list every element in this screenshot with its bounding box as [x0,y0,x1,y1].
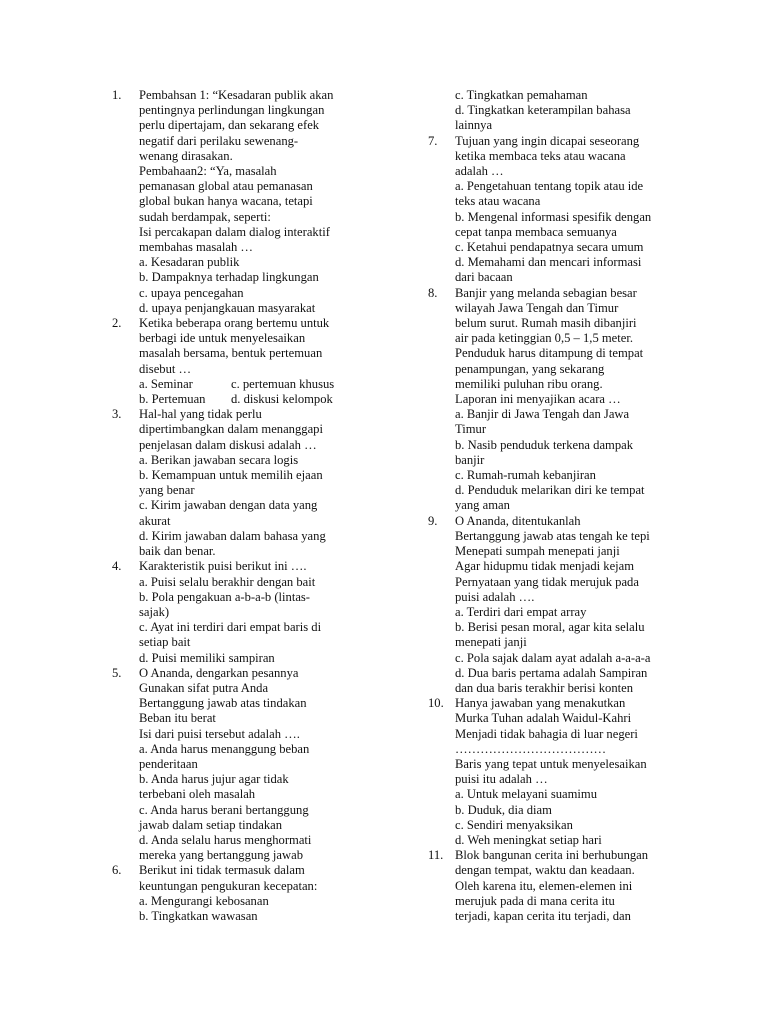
answer-option-line: sajak) [139,604,170,619]
answer-option-line: a. Anda harus menanggung beban [139,741,310,756]
answer-option-line: a. Banjir di Jawa Tengah dan Jawa [455,407,630,422]
question-text-line: ketika membaca teks atau wacana [455,148,626,163]
answer-option-line: b. Dampaknya terhadap lingkungan [139,270,319,285]
question-text-line: Pembahsan 1: “Kesadaran publik akan [139,88,334,102]
question-8 [428,286,688,514]
question-text-line: Banjir yang melanda sebagian besar [455,285,637,300]
answer-option-line: d. Dua baris pertama adalah Sampiran [455,665,648,680]
answer-option-line: menepati janji [455,635,527,650]
question-text-line: Tujuan yang ingin dicapai seseorang [455,133,640,148]
question-7 [428,134,688,286]
question-number: 5. [112,665,122,680]
answer-option-row [139,392,372,407]
answer-option-line: a. Kesadaran publik [139,255,240,270]
answer-option-line: d. Weh meningkat setiap hari [455,832,602,847]
question-text-line: penampungan, yang sekarang [455,361,605,376]
answer-option-line: c. Anda harus berani bertanggung [139,802,309,817]
question-text-line: wenang dirasakan. [139,148,233,163]
question-6 [112,863,372,924]
question-text-line: Karakteristik puisi berikut ini …. [139,559,307,574]
answer-option-line: mereka yang bertanggung jawab [139,848,304,863]
question-text-line: belum surut. Rumah masih dibanjiri [455,316,637,331]
answer-option-line: terbebani oleh masalah [139,787,256,802]
question-text-line: Hal-hal yang tidak perlu [139,407,262,422]
answer-option-line: b. Duduk, dia diam [455,802,552,817]
answer-option: a. Seminar [139,376,193,391]
answer-option-line: c. Ketahui pendapatnya secara umum [455,240,644,255]
answer-option-line: cepat tanpa membaca semuanya [455,224,617,239]
question-text-line: global bukan hanya wacana, tetapi [139,194,313,209]
answer-option-line: d. Penduduk melarikan diri ke tempat [455,483,645,498]
answer-option-line: a. Mengurangi kebosanan [139,893,269,908]
question-text-line: keuntungan pengukuran kecepatan: [139,878,318,893]
question-text-line: Menepati sumpah menepati janji [455,544,620,559]
question-text-line: membahas masalah … [139,240,254,255]
question-text-line: adalah … [455,164,504,179]
question-text-line: pemanasan global atau pemanasan [139,179,313,194]
answer-option: d. diskusi kelompok [231,392,333,407]
question-text-line: dipertimbangkan dalam menanggapi [139,422,323,437]
question-text-line: Pembahaan2: “Ya, masalah [139,164,277,179]
question-text-line: Gunakan sifat putra Anda [139,680,269,695]
question-text-line: Murka Tuhan adalah Waidul-Kahri [455,711,632,726]
answer-option-line: dari bacaan [455,270,513,285]
question-text-line: memiliki puluhan ribu orang. [455,376,603,391]
question-number: 7. [428,133,438,148]
answer-option-line: b. Kemampuan untuk memilih ejaan [139,468,323,483]
question-text-line: Agar hidupmu tidak menjadi kejam [455,559,635,574]
answer-option: b. Pertemuan [139,392,206,407]
question-text-line: puisi adalah …. [455,589,535,604]
question-text-line: terjadi, kapan cerita itu terjadi, dan [455,908,631,923]
answer-option-line: d. Anda selalu harus menghormati [139,832,312,847]
right-column [428,88,688,924]
question-1 [112,88,372,316]
answer-option-line: b. Mengenal informasi spesifik dengan [455,209,652,224]
question-11 [428,848,688,924]
question-2 [112,316,372,407]
answer-option-line: a. Terdiri dari empat array [455,604,587,619]
question-text-line: Penduduk harus ditampung di tempat [455,346,644,361]
question-text-line: Hanya jawaban yang menakutkan [455,696,626,711]
question-10 [428,696,688,848]
question-number: 8. [428,285,438,300]
answer-option-line: b. Tingkatkan wawasan [139,908,258,923]
answer-option-line: akurat [139,513,171,528]
answer-option-line: b. Nasib penduduk terkena dampak [455,437,634,452]
answer-option-line: b. Berisi pesan moral, agar kita selalu [455,620,645,635]
question-text-line: Berikut ini tidak termasuk dalam [139,863,305,878]
question-text-line: Ketika beberapa orang bertemu untuk [139,316,330,331]
question-number: 3. [112,407,122,422]
answer-option-line: setiap bait [139,635,191,650]
question-number: 9. [428,513,438,528]
answer-option-line: a. Berikan jawaban secara logis [139,452,299,467]
question-text-line: O Ananda, dengarkan pesannya [139,665,299,680]
question-text-line: ……………………………… [455,741,607,756]
answer-option-line: d. Memahami dan mencari informasi [455,255,642,270]
answer-option-line: d. Tingkatkan keterampilan bahasa [455,103,631,118]
answer-option-line: d. Puisi memiliki sampiran [139,650,275,665]
question-text-line: Bertanggung jawab atas tindakan [139,696,307,711]
answer-option-line: a. Pengetahuan tentang topik atau ide [455,179,644,194]
question-text-line: Baris yang tepat untuk menyelesaikan [455,756,647,771]
question-text-line: Menjadi tidak bahagia di luar negeri [455,726,638,741]
answer-option-line: yang benar [139,483,195,498]
answer-option-line: yang aman [455,498,510,513]
answer-option-line: c. Rumah-rumah kebanjiran [455,468,596,483]
answer-option-line: c. Pola sajak dalam ayat adalah a-a-a-a [455,650,651,665]
answer-option-line: teks atau wacana [455,194,541,209]
answer-option-line: baik dan benar. [139,544,216,559]
question-3 [112,407,372,559]
answer-option-line: dan dua baris terakhir berisi konten [455,680,634,695]
question-text-line: Blok bangunan cerita ini berhubungan [455,848,649,863]
question-text-line: pentingnya perlindungan lingkungan [139,103,325,118]
answer-option-line: a. Untuk melayani suamimu [455,787,597,802]
question-text-line: O Ananda, ditentukanlah [455,513,581,528]
question-number: 1. [112,88,122,102]
question-text-line: dengan tempat, waktu dan keadaan. [455,863,635,878]
answer-option-line: d. Kirim jawaban dalam bahasa yang [139,528,326,543]
answer-option-line: penderitaan [139,756,198,771]
question-number: 6. [112,863,122,878]
question-text-line: berbagi ide untuk menyelesaikan [139,331,306,346]
question-text-line: Beban itu berat [139,711,216,726]
question-text-line: air pada ketinggian 0,5 – 1,5 meter. [455,331,634,346]
answer-option-line: b. Anda harus jujur agar tidak [139,772,289,787]
answer-option-line: d. upaya penjangkauan masyarakat [139,300,316,315]
question-text-line: penjelasan dalam diskusi adalah … [139,437,317,452]
answer-option-line: c. Tingkatkan pemahaman [455,88,588,102]
answer-option-line: banjir [455,452,485,467]
question-text-line: puisi itu adalah … [455,772,548,787]
question-4 [112,559,372,665]
question-text-line: negatif dari perilaku sewenang- [139,133,299,148]
answer-option-line: jawab dalam setiap tindakan [139,817,283,832]
answer-option-line: a. Puisi selalu berakhir dengan bait [139,574,316,589]
question-number: 2. [112,316,122,331]
answer-option-line: lainnya [455,118,493,133]
question-text-line: Bertanggung jawab atas tengah ke tepi [455,528,650,543]
answer-option-line: Timur [455,422,487,437]
left-column [112,88,372,924]
answer-option-line: c. upaya pencegahan [139,285,244,300]
question-text-line: Laporan ini menyajikan acara … [455,392,621,407]
question-number: 4. [112,559,122,574]
question-9 [428,514,688,696]
answer-option-line: b. Pola pengakuan a-b-a-b (lintas- [139,589,311,604]
question-text-line: sudah berdampak, seperti: [139,209,271,224]
question-text-line: merujuk pada di mana cerita itu [455,893,615,908]
question-text-line: Pernyataan yang tidak merujuk pada [455,574,639,589]
question-text-line: masalah bersama, bentuk pertemuan [139,346,323,361]
answer-option: c. pertemuan khusus [231,376,335,391]
answer-option-line: c. Sendiri menyaksikan [455,817,573,832]
question-text-line: Oleh karena itu, elemen-elemen ini [455,878,633,893]
question-text-line: perlu dipertajam, dan sekarang efek [139,118,320,133]
answer-option-row [139,377,372,392]
question-number: 10. [428,696,444,711]
question-6-continuation [428,88,688,134]
answer-option-line: c. Kirim jawaban dengan data yang [139,498,318,513]
question-text-line: Isi dari puisi tersebut adalah …. [139,726,300,741]
question-text-line: Isi percakapan dalam dialog interaktif [139,224,330,239]
answer-option-line: c. Ayat ini terdiri dari empat baris di [139,620,322,635]
question-5 [112,666,372,864]
question-text-line: wilayah Jawa Tengah dan Timur [455,300,619,315]
question-number: 11. [428,848,444,863]
question-text-line: disebut … [139,361,192,376]
